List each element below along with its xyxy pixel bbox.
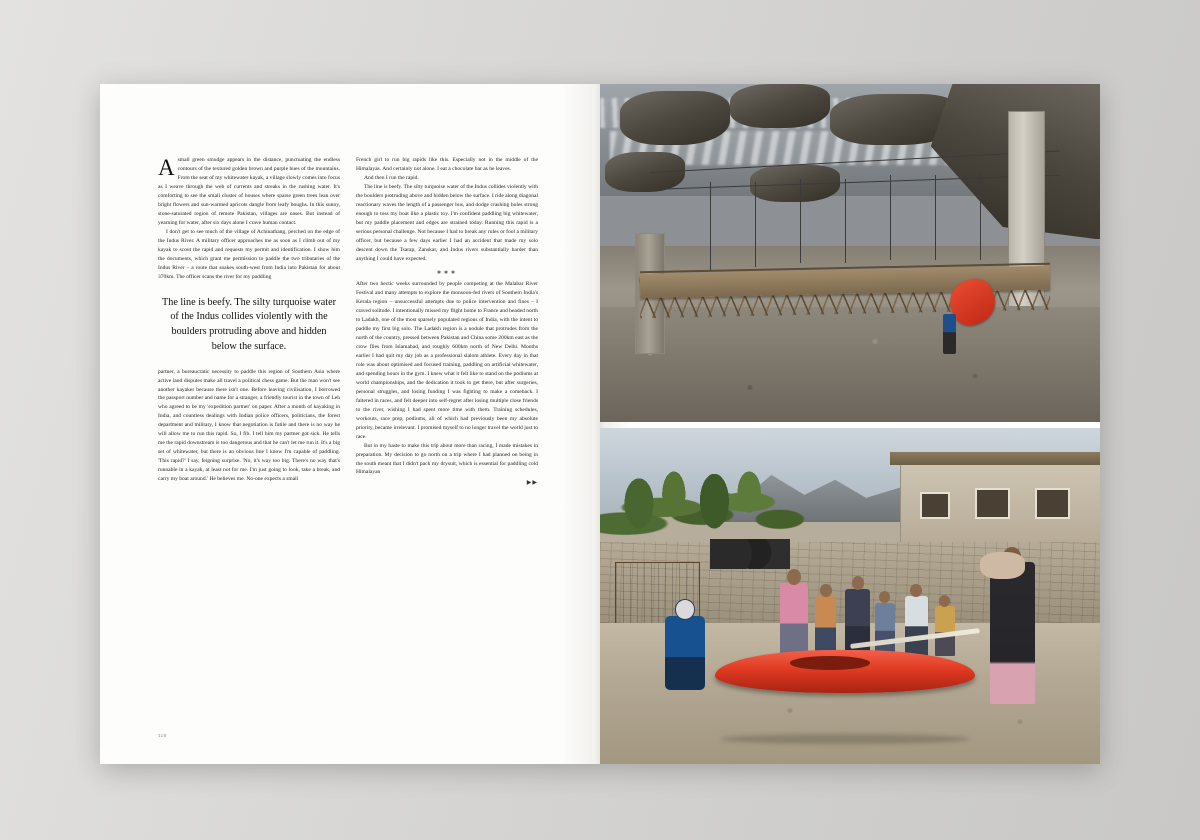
magazine-spread bbox=[100, 84, 1100, 764]
child-figure bbox=[875, 603, 895, 657]
paragraph: The line is beefy. The silty turquoise water of the Indus collides violently with the boulders protruding above and hidden below the surface. I ride along diagonal reactionary waves the length of a passenger bus, and dodge crashing holes strong enough to toss my boat like a plastic toy. I'm confident paddling big whitewater, but my paddle placement and edges are strained today. Running this rapid is a serious personal challenge. Not because I had to break any rules or fool a military officer, but because a few days earlier I had an accident that made my solo descent down the Tsarap, Zanskar, and Indus rivers substantially harder than anything I could have expected. bbox=[356, 183, 538, 262]
villager-head bbox=[787, 569, 801, 584]
villager-head bbox=[910, 584, 922, 597]
woman-figure bbox=[990, 562, 1035, 703]
column-two bbox=[356, 156, 538, 676]
child-head bbox=[939, 595, 950, 607]
paragraph: But in my haste to make this trip about more than racing, I made mistakes in preparation. My decision to go north on a trip where I had planned on being in the south meant that I didn't pack my drysuit, which is essential for paddling cold Himalayan bbox=[356, 442, 538, 476]
house-roof bbox=[890, 452, 1100, 465]
bridge-hanger bbox=[800, 179, 801, 264]
bridge-hanger bbox=[980, 172, 981, 260]
villager-figure bbox=[905, 596, 928, 656]
bridge-hanger bbox=[935, 175, 936, 260]
paragraph: After two hectic weeks surrounded by people competing at the Malabar River Festival and many attempts to explore the monsoon-fed rivers of Southern India's Kerala region – unsuccessful attempts due to police intervention and fines – I craved solitude. I intentionally missed my flight home to France and headed north to Ladakh, one of the most sparsely populated regions of India, with the intent to paddle my first big solo. The Ladakh region is a nodule that protrudes from the north of the country, pressed between Pakistan and China some 200km east as the crow flies from Islamabad, and roughly 600km north of New Delhi. Months earlier I had quit my day job as a professional slalom athlete. Every day in that role was about optimised and focused training, paddling on artificial whitewater, and spending hours in the gym. I knew what it felt like to stand on the podiums at world championships, and the dedication it took to get there, but after surgeries, personal struggles, and losing funding I was fighting to make a comeback. I faltered in races, and felt deeper into self-regret after losing multiple close friends to the river, wishing I had spent more time with them. Training schedules, workouts, race prep, podiums, all of which had previously been my absolute priority, became irrelevant. I promised myself to no longer travel the world just to race. bbox=[356, 280, 538, 440]
rock bbox=[620, 91, 730, 145]
carried-bundle bbox=[980, 552, 1025, 579]
bridge-hanger bbox=[890, 175, 891, 260]
villager-figure bbox=[780, 583, 808, 657]
continued-marker: ▶▶ bbox=[526, 480, 538, 487]
paragraph: I don't get to see much of the village of Achinathang, perched on the edge of the Indus River. A military officer approaches me as soon as I climb out of my kayak to scout the rapid and requests my permit and identification. I show him the documents, which grant me permission to paddle the two tributaries of the Indus River – a route that snakes south-west from India into Pakistan for about 370km. The officer scans the river for my paddling bbox=[158, 228, 340, 280]
page-number: 118 bbox=[158, 733, 167, 738]
opening-paragraph-text: small green smudge appears in the distance, punctuating the endless contours of the textured golden brown and purple hues of the mountains. From the seat of my whitewater kayak, a village slowly comes into focus as I weave through the web of currents and streaks in the rushing water. It's comforting to see the small cluster of houses where sparse green trees lean over bright flowers and sun-warmed apricots dangle from leafy boughs. In this sunny, stone-saturated region of remote Pakistan, villages are oases. But instead of yearning for water, after six days alone I crave human contact. bbox=[158, 157, 340, 226]
gravel bbox=[600, 307, 1100, 422]
bridge-scene bbox=[600, 84, 1100, 422]
rock bbox=[730, 84, 830, 128]
village-kayak-photo bbox=[600, 428, 1100, 764]
paragraph: French girl to run big rapids like this. Especially not in the middle of the Himalayas. And certainly not alone. I eat a chocolate bar as he leaves. bbox=[356, 157, 538, 172]
window bbox=[975, 488, 1010, 518]
paragraph: And then I run the rapid. bbox=[364, 174, 419, 181]
section-break: ∗∗∗ bbox=[436, 269, 458, 276]
window bbox=[920, 492, 950, 519]
kayaker-figure bbox=[943, 314, 956, 355]
kayaker-figure bbox=[665, 616, 705, 690]
kayak-shadow bbox=[720, 734, 970, 744]
right-page bbox=[600, 84, 1100, 764]
suspension-bridge-photo bbox=[600, 84, 1100, 422]
stacked-tires bbox=[710, 539, 790, 569]
bridge-hanger bbox=[845, 179, 846, 264]
text-columns bbox=[158, 156, 564, 676]
window bbox=[1035, 488, 1070, 518]
bridge-hanger bbox=[710, 182, 711, 270]
helmet-icon bbox=[675, 599, 695, 619]
left-page bbox=[100, 84, 600, 764]
drop-cap: A bbox=[158, 155, 175, 180]
kayak-cockpit bbox=[790, 656, 870, 669]
paragraph: partner, a bureaucratic necessity to paddle this region of Southern Asia where active land disputes make all travel a political chess game. But the man won't see another kayaker because there isn't one. Before leaving civilisation, I borrowed the passport number and name for a stranger, a friendly tourist in the town of Leh who agreed to be my 'expedition partner' on paper. After a month of kayaking in India, and countless dealings with Indian police officers, politicians, the forest department and military, I know that negotiation is futile and there is no way he will allow me to run this rapid. So, I fib. I tell him my partner got sick. He tells me the rapid downstream is too dangerous and that he can't let me run it. It's a big set of whitewater, but there is an obvious line I know I'm capable of paddling. 'This rapid?' I say, feigning surprise. 'No, it's way too big. There's no way that's runnable in a kayak, at least not for me. I'm just going to look, take a break, and carry my boat around.' He believes me. No-one expects a small bbox=[158, 368, 340, 483]
child-head bbox=[820, 584, 832, 597]
village-scene bbox=[600, 428, 1100, 764]
bridge-hanger bbox=[755, 182, 756, 267]
child-figure bbox=[815, 596, 836, 656]
villager-head bbox=[852, 576, 865, 590]
column-one bbox=[158, 156, 340, 676]
pull-quote: The line is beefy. The silty turquoise water of the Indus collides violently with the boulders protruding above and hidden below the surface. bbox=[162, 296, 336, 352]
poplar-trees bbox=[610, 435, 900, 549]
opening-paragraph bbox=[158, 156, 340, 228]
